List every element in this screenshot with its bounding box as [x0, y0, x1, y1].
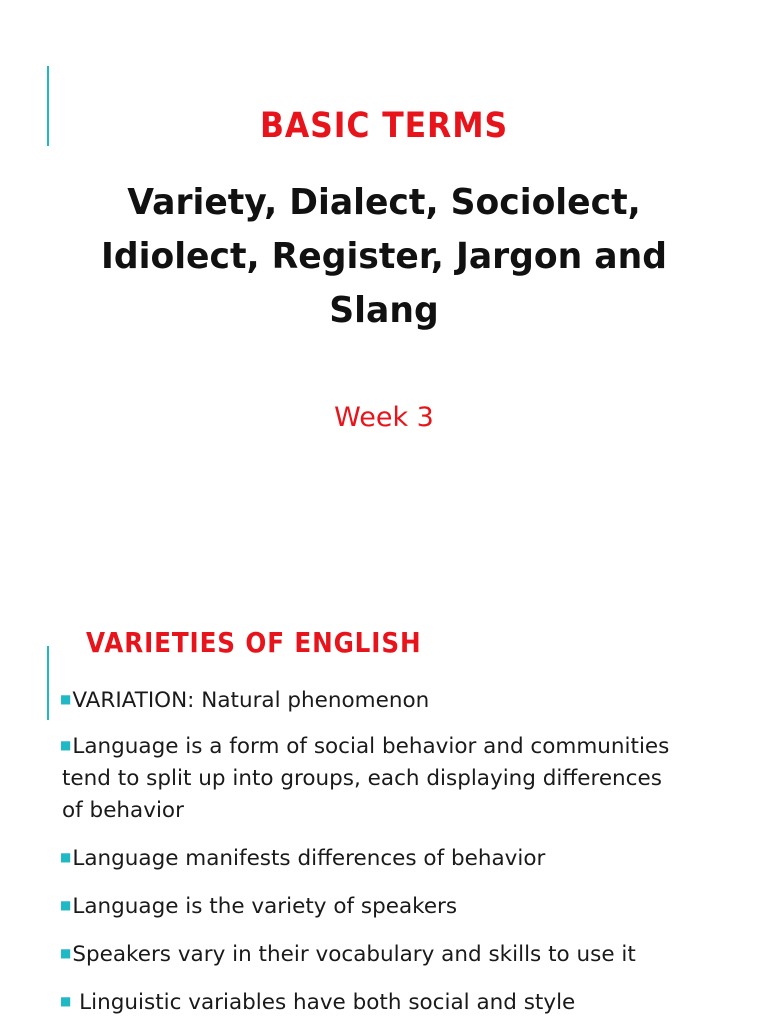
accent-bar: [47, 646, 49, 720]
subtitle-line: Idiolect, Register, Jargon and: [101, 236, 667, 277]
bullet-item: [60, 683, 760, 717]
bullet-item: [60, 985, 760, 1019]
bullet-text: Language manifests differences of behavior: [72, 846, 546, 871]
slide-heading: VARIETIES OF ENGLISH: [86, 626, 422, 659]
week-label: Week 3: [334, 402, 434, 433]
bullet-text: Language is a form of social behavior and communities: [72, 734, 670, 759]
bullet-text: VARIATION: Natural phenomenon: [72, 688, 430, 713]
bullet-item: [60, 729, 760, 827]
bullet-item: [60, 841, 760, 875]
bullet-item: [60, 889, 760, 923]
subtitle-line: Variety, Dialect, Sociolect,: [127, 182, 641, 223]
bullet-text: Language is the variety of speakers: [72, 894, 458, 919]
square-bullet-icon: ■: [60, 898, 72, 912]
bullet-text: of behavior: [62, 798, 184, 823]
square-bullet-icon: ■: [60, 946, 72, 960]
bullet-list: [60, 683, 760, 1033]
subtitle-line: Slang: [329, 290, 439, 331]
bullet-text: Speakers vary in their vocabulary and skills to use it: [72, 942, 636, 967]
bullet-item: [60, 937, 760, 971]
bullet-text: Linguistic variables have both social and style: [72, 990, 576, 1015]
bullet-text: tend to split up into groups, each displaying differences: [62, 766, 662, 791]
square-bullet-icon: ■: [60, 850, 72, 864]
slide-title-heading: BASIC TERMS: [259, 106, 509, 146]
square-bullet-icon: ■: [60, 738, 72, 752]
square-bullet-icon: ■: [60, 994, 72, 1008]
slide-subtitle: [44, 176, 724, 338]
square-bullet-icon: ■: [60, 692, 72, 706]
